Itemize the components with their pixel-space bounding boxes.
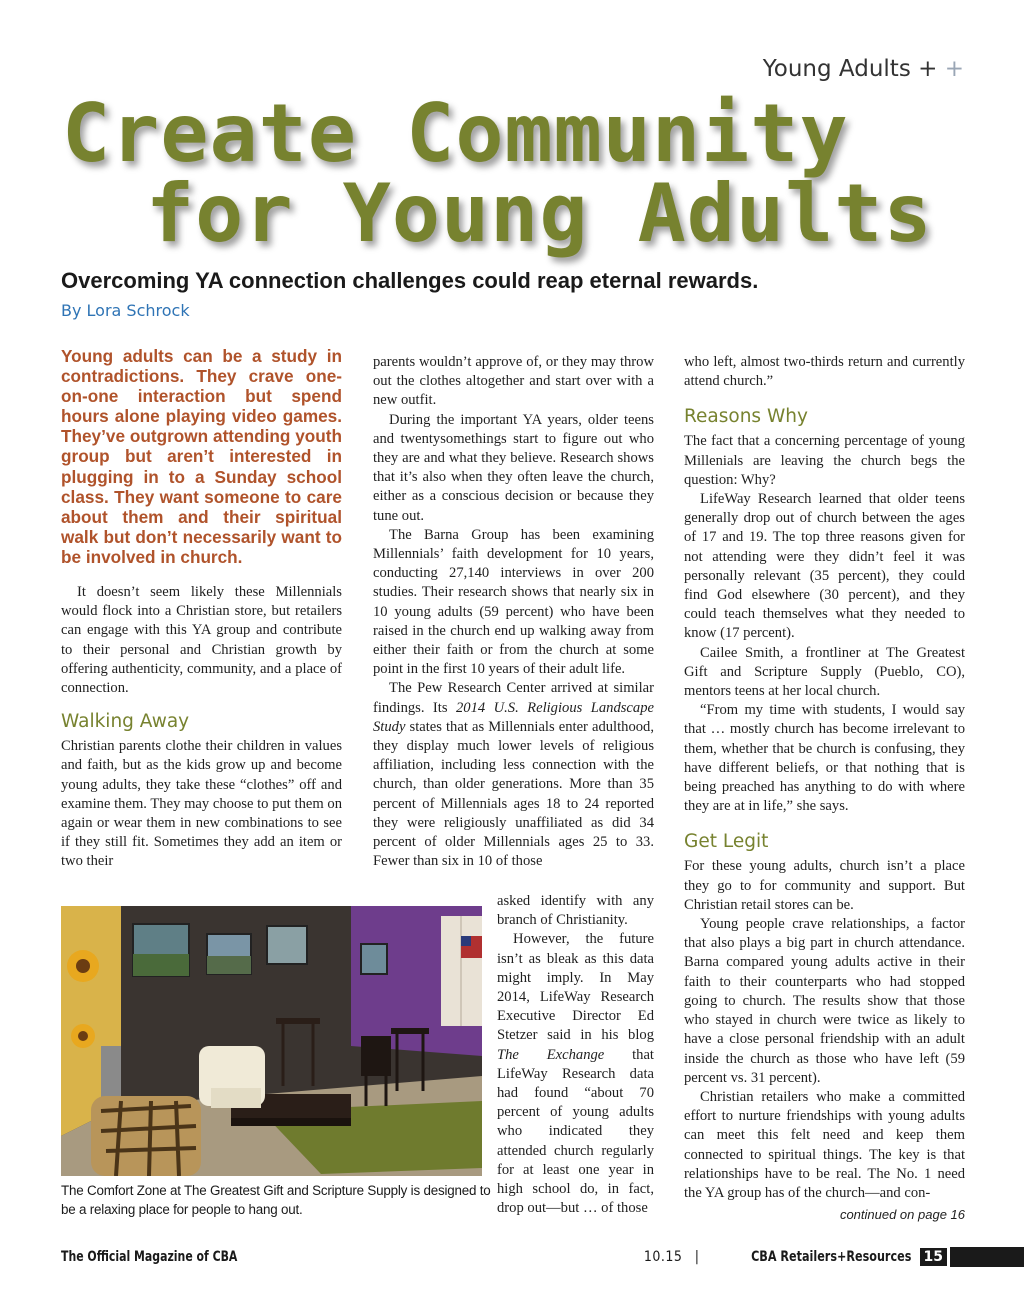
subtitle: Overcoming YA connection challenges could reap eternal rewards.: [61, 268, 759, 293]
paragraph: LifeWay Research learned that older teens generally drop out of church between the ages of 17 and 19. The top three reasons given for not attending were they didn’t feel it was personally relevant (35 percent), they could find God elsewhere (30 percent), and they could teach themselves what they needed to know (17 percent).: [684, 491, 965, 642]
study-title: 2014 U.S. Religious Landscape Study: [373, 699, 654, 735]
photo-caption: The Comfort Zone at The Greatest Gift and Scripture Supply is designed to be a relaxing place for people to hang out.: [61, 1183, 491, 1217]
footer-date: 10.15: [643, 1249, 683, 1265]
footer-magazine-name: The Official Magazine of CBA: [61, 1249, 238, 1265]
column-2-continued: [497, 892, 654, 1218]
heading-get-legit: Get Legit: [684, 831, 769, 853]
paragraph: It doesn’t seem likely these Millennials would flock into a Christian store, but retailers can engage with this YA group and contribute to their personal and Christian growth by offering authenticity, community, and a place of connection.: [61, 584, 342, 697]
text-run: states that as Millennials enter adulthood, they display much lower levels of religious affiliation, including less connection with the church, than older generations. More than 35 percent of Millennials ages 18 to 24 reported they were religiously unaffiliated as did 34 percent of older Millennials ages 25 to 33. Fewer than six in 10 of those: [373, 718, 654, 870]
heading-walking-away: Walking Away: [61, 711, 190, 733]
blog-title: The Exchange: [497, 1046, 605, 1063]
paragraph: Christian retailers who make a committed effort to nurture friendships with young adults can meet this felt need and keep them connected to spiritual things. The key is that relationships have to be real. The No. 1 need the YA group has of the church—and con-: [684, 1088, 965, 1201]
column-1: [61, 346, 342, 872]
page-number: 15: [920, 1248, 947, 1266]
paragraph: Cailee Smith, a frontliner at The Greatest Gift and Scripture Supply (Pueblo, CO), mentors teens at her local church.: [684, 644, 965, 700]
section-label: Young Adults +: [762, 56, 938, 82]
byline: By Lora Schrock: [61, 301, 190, 320]
paragraph: parents wouldn’t approve of, or they may throw out the clothes altogether and start over with a new outfit.: [373, 354, 654, 409]
paragraph: “From my time with students, I would say that … mostly church has become irrelevant to them, whether that be church is confusing, they have different beliefs, or that nothing that is being preached has anything to do with where they are at in life,” she says.: [684, 702, 965, 815]
heading-reasons-why: Reasons Why: [684, 406, 808, 428]
lounge-illustration: [61, 906, 482, 1176]
paragraph: who left, almost two-thirds return and currently attend church.”: [684, 354, 965, 390]
section-tag: [763, 56, 964, 82]
intro-paragraph: Young adults can be a study in contradictions. They crave one-on-one interaction but spend hours alone playing video games. They’ve outgrown attending youth group but aren’t interested in plugging in to a Sunday school class. They want someone to care about them and their spiritual walk but don’t necessarily want to be involved in church.: [61, 346, 342, 567]
continued-note: continued on page 16: [839, 1207, 965, 1223]
paragraph: Christian parents clothe their children in values and faith, but as the kids grow up and become young adults, they take these “clothes” off and examine them. They may choose to put them on again or wear them in new combinations to see if they still fit. Sometimes they add an item or two their: [61, 738, 342, 870]
section-plus: +: [944, 56, 964, 82]
page-title-line-2: for Young Adults: [146, 167, 933, 260]
page-title-line-1: Create Community: [62, 87, 849, 180]
text-run: However, the future isn’t as bleak as this data might imply. In May 2014, LifeWay Research Executive Director Ed Stetzer said in his blog: [497, 931, 654, 1044]
column-3: [684, 353, 965, 1224]
column-2: [373, 353, 654, 871]
paragraph: asked identify with any branch of Christianity.: [497, 893, 654, 929]
footer-publication: CBA Retailers+Resources: [751, 1249, 912, 1265]
paragraph: Young people crave relationships, a factor that also plays a big part in church attendance. Barna compared young adults active in their faith to their counterparts who had stopped going to church. The results show that those who stayed in church were twice as likely to have a close personal friendship with an adult inside the church as those who have left (59 percent vs. 31 percent).: [684, 916, 965, 1086]
paragraph: The fact that a concerning percentage of young Millenials are leaving the church begs the question: Why?: [684, 433, 965, 488]
footer-separator: |: [694, 1249, 700, 1265]
paragraph: [373, 679, 654, 871]
paragraph: [497, 930, 654, 1218]
text-run: that LifeWay Research data had found “about 70 percent of young adults who indicated they attended church regularly for at least one year in high school do, in fact, drop out—but … of those: [497, 1046, 654, 1217]
footer-right: [644, 1246, 1024, 1268]
paragraph: During the important YA years, older teens and twentysomethings start to figure out who they are and what they believe. Research shows that it’s also when they often leave the church, either as a conscious decision or because they tune out.: [373, 411, 654, 524]
text-run: The Pew Research Center arrived at similar findings. Its: [373, 680, 654, 716]
store-photo: [61, 906, 482, 1176]
footer-bar: [950, 1247, 1024, 1267]
paragraph: For these young adults, church isn’t a place they go to for community and support. But Christian retail stores can be.: [684, 858, 965, 913]
paragraph: The Barna Group has been examining Millennials’ faith development for 10 years, conducting 27,140 interviews in over 200 studies. Their research shows that nearly six in 10 young adults (59 percent) who have been raised in the church end up walking away from either their faith or from the church at some point in the first 10 years of their adult life.: [373, 526, 654, 678]
